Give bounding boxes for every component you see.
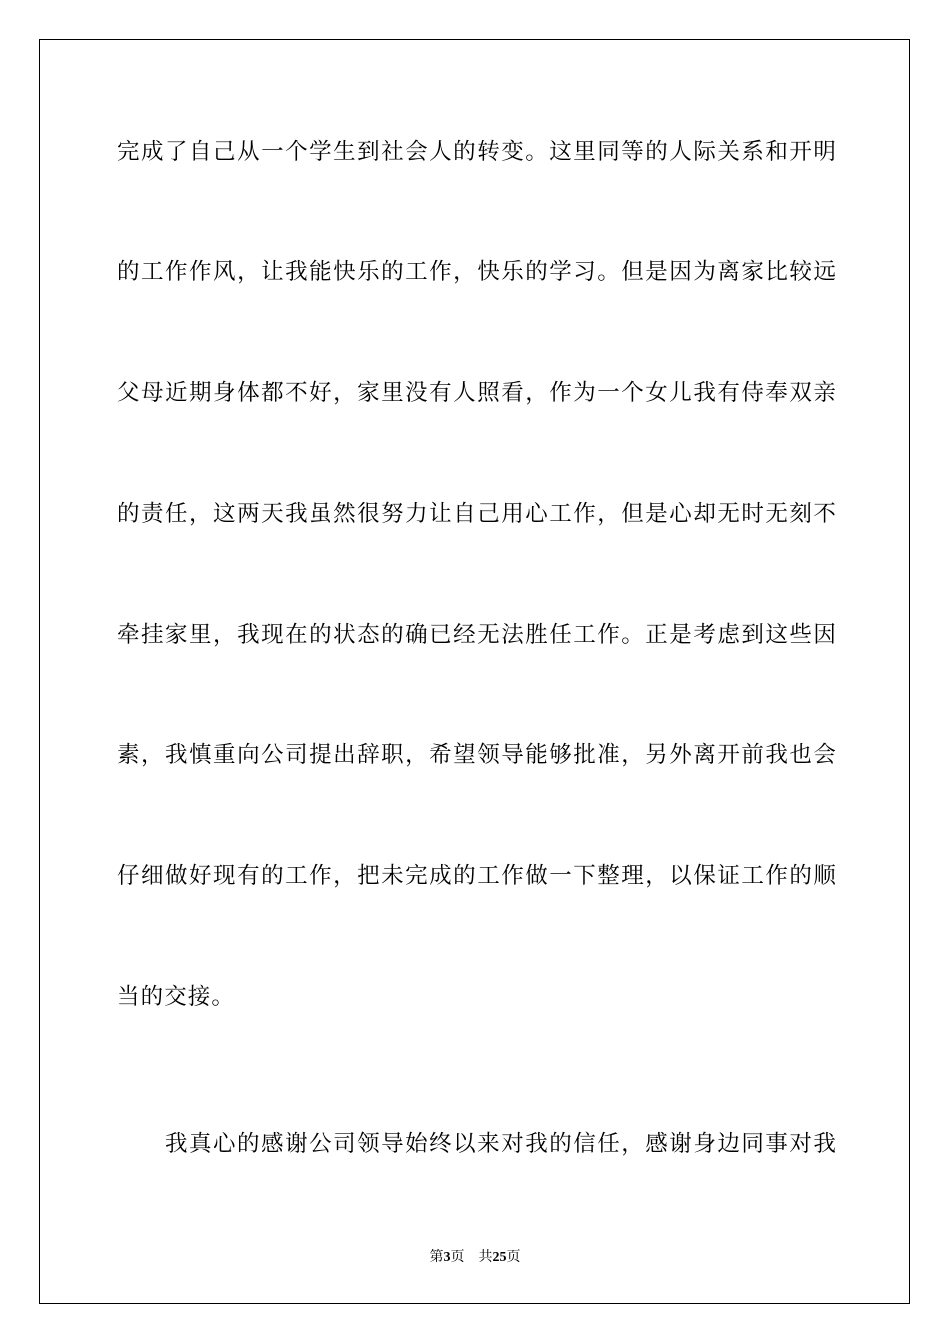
body-text-line: 牵挂家里，我现在的状态的确已经无法胜任工作。正是考虑到这些因	[117, 622, 837, 648]
body-text-line: 仔细做好现有的工作，把未完成的工作做一下整理，以保证工作的顺	[117, 863, 837, 889]
body-text-line: 的责任，这两天我虽然很努力让自己用心工作，但是心却无时无刻不	[117, 501, 837, 527]
total-suffix: 页	[506, 1249, 521, 1265]
page-border	[39, 39, 910, 1304]
total-pages: 25	[492, 1250, 507, 1265]
page-number: 3	[443, 1250, 451, 1265]
body-text-line: 当的交接。	[117, 984, 236, 1010]
paragraph-first-line: 我真心的感谢公司领导始终以来对我的信任，感谢身边同事对我	[165, 1131, 837, 1157]
page-prefix: 第	[429, 1249, 444, 1265]
body-text-line: 的工作作风，让我能快乐的工作，快乐的学习。但是因为离家比较远	[117, 259, 837, 285]
page-suffix: 页	[450, 1249, 465, 1265]
body-text-line: 素，我慎重向公司提出辞职，希望领导能够批准，另外离开前我也会	[117, 742, 837, 768]
body-text-line: 父母近期身体都不好，家里没有人照看，作为一个女儿我有侍奉双亲	[117, 380, 837, 406]
body-text-line: 完成了自己从一个学生到社会人的转变。这里同等的人际关系和开明	[117, 139, 837, 165]
total-prefix: 共	[478, 1249, 493, 1265]
page-footer	[0, 1247, 950, 1268]
